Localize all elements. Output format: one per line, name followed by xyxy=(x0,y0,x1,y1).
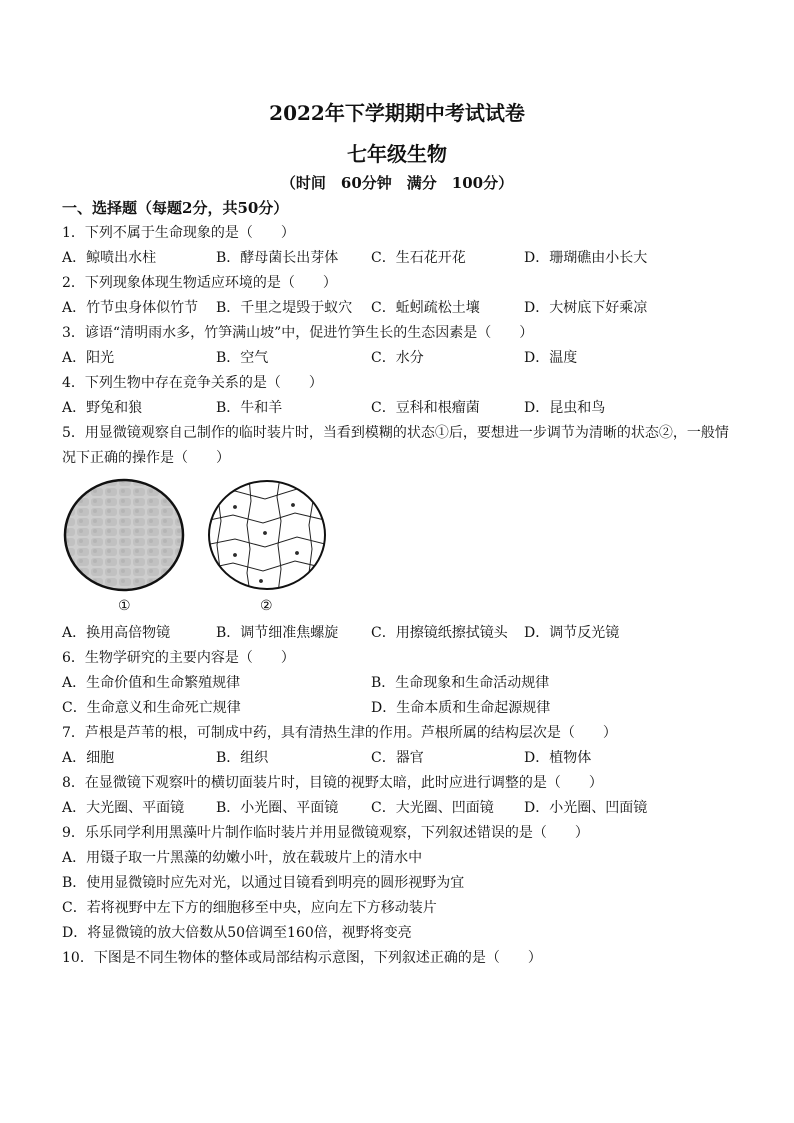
q6-option-a: A．生命价值和生命繁殖规律 xyxy=(62,675,241,691)
q4-option-b: B．牛和羊 xyxy=(216,400,283,416)
q3-option-b: B．空气 xyxy=(216,350,269,366)
question-7-stem: 7．芦根是芦苇的根，可制成中药，具有清热生津的作用。芦根所属的结构层次是（ ） xyxy=(62,725,617,741)
q2-option-b: B．千里之堤毁于蚁穴 xyxy=(216,300,353,316)
q8-option-a: A．大光圈、平面镜 xyxy=(62,800,185,816)
q5-option-b: B．调节细准焦螺旋 xyxy=(216,625,339,641)
q3-option-c: C．水分 xyxy=(371,350,424,366)
q9-option-c: C．若将视野中左下方的细胞移至中央，应向左下方移动装片 xyxy=(62,900,437,916)
q6-option-c: C．生命意义和生命死亡规律 xyxy=(62,700,241,716)
question-8-stem: 8．在显微镜下观察叶的横切面装片时，目镜的视野太暗，此时应进行调整的是（ ） xyxy=(62,775,603,791)
q5-option-d: D．调节反光镜 xyxy=(524,625,620,641)
question-3-stem: 3．谚语“清明雨水多，竹笋满山坡”中，促进竹笋生长的生态因素是（ ） xyxy=(62,325,534,341)
q7-option-b: B．组织 xyxy=(216,750,269,766)
q2-option-c: C．蚯蚓疏松土壤 xyxy=(371,300,480,316)
microscope-view-blurry xyxy=(62,477,186,593)
q7-option-c: C．器官 xyxy=(371,750,424,766)
microscope-view-clear xyxy=(205,477,329,593)
question-5-stem-cont: 况下正确的操作是（ ） xyxy=(62,450,230,466)
q6-option-b: B．生命现象和生命活动规律 xyxy=(371,675,550,691)
question-1-stem: 1．下列不属于生命现象的是（ ） xyxy=(62,225,295,241)
question-5-stem: 5．用显微镜观察自己制作的临时装片时，当看到模糊的状态①后，要想进一步调节为清晰的状态②，一般情 xyxy=(62,425,729,441)
q5-option-c: C．用擦镜纸擦拭镜头 xyxy=(371,625,508,641)
q7-option-a: A．细胞 xyxy=(62,750,115,766)
q2-option-a: A．竹节虫身体似竹节 xyxy=(62,300,199,316)
q8-option-d: D．小光圈、凹面镜 xyxy=(524,800,648,816)
q9-option-b: B．使用显微镜时应先对光，以通过目镜看到明亮的圆形视野为宜 xyxy=(62,875,465,891)
q3-option-d: D．温度 xyxy=(524,350,578,366)
q1-option-a: A．鲸喷出水柱 xyxy=(62,250,157,266)
q6-option-d: D．生命本质和生命起源规律 xyxy=(371,700,551,716)
q1-option-c: C．生石花开花 xyxy=(371,250,466,266)
exam-subtitle: 七年级生物 xyxy=(347,142,447,166)
question-6-stem: 6．生物学研究的主要内容是（ ） xyxy=(62,650,295,666)
q9-option-d: D．将显微镜的放大倍数从50倍调至160倍，视野将变亮 xyxy=(62,925,412,941)
figure-caption-1: ① xyxy=(118,598,131,614)
q8-option-c: C．大光圈、凹面镜 xyxy=(371,800,494,816)
q7-option-d: D．植物体 xyxy=(524,750,592,766)
q8-option-b: B．小光圈、平面镜 xyxy=(216,800,339,816)
figure-caption-2: ② xyxy=(260,598,273,614)
q9-option-a: A．用镊子取一片黑藻的幼嫩小叶，放在载玻片上的清水中 xyxy=(62,850,423,866)
q4-option-c: C．豆科和根瘤菌 xyxy=(371,400,480,416)
exam-title: 2022年下学期期中考试试卷 xyxy=(269,101,525,125)
question-10-stem: 10．下图是不同生物体的整体或局部结构示意图，下列叙述正确的是（ ） xyxy=(62,950,542,966)
q2-option-d: D．大树底下好乘凉 xyxy=(524,300,648,316)
q4-option-d: D．昆虫和鸟 xyxy=(524,400,606,416)
q1-option-d: D．珊瑚礁由小长大 xyxy=(524,250,648,266)
q3-option-a: A．阳光 xyxy=(62,350,115,366)
section-heading: 一、选择题（每题2分，共50分） xyxy=(62,199,289,217)
question-4-stem: 4．下列生物中存在竞争关系的是（ ） xyxy=(62,375,323,391)
q5-option-a: A．换用高倍物镜 xyxy=(62,625,171,641)
exam-info: （时间 60分钟 满分 100分） xyxy=(280,174,514,192)
question-2-stem: 2．下列现象体现生物适应环境的是（ ） xyxy=(62,275,337,291)
q4-option-a: A．野兔和狼 xyxy=(62,400,143,416)
question-9-stem: 9．乐乐同学利用黑藻叶片制作临时装片并用显微镜观察，下列叙述错误的是（ ） xyxy=(62,825,589,841)
q1-option-b: B．酵母菌长出芽体 xyxy=(216,250,339,266)
